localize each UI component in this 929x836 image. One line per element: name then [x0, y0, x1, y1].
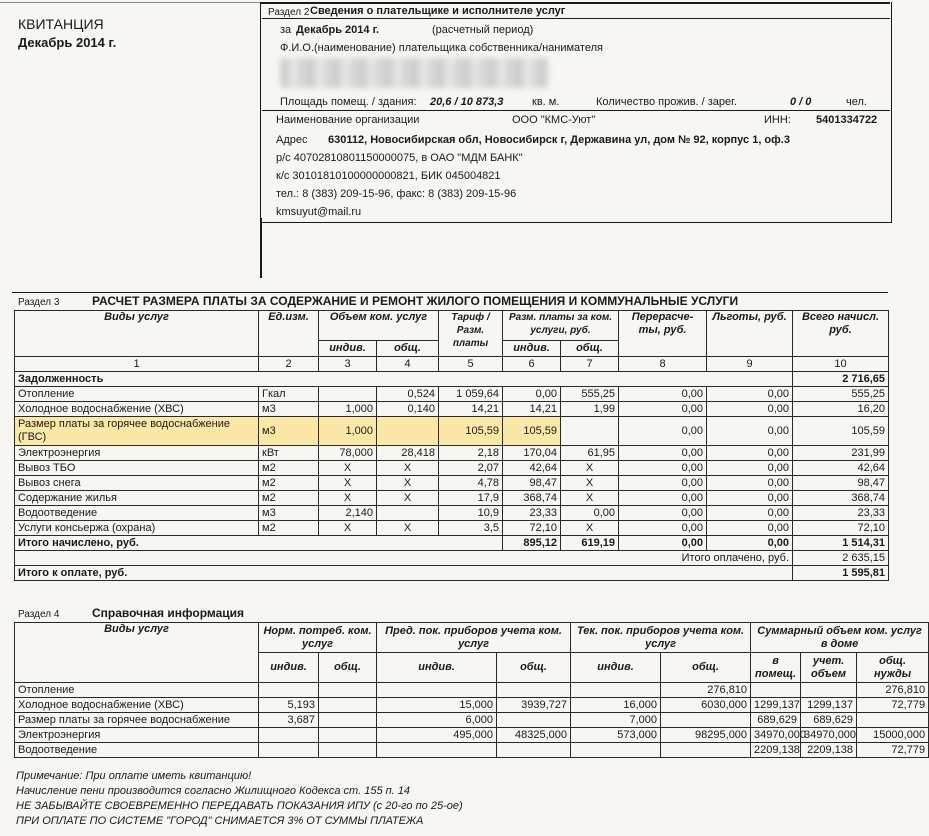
- ref-s-common: 72,779: [857, 743, 929, 758]
- charge-pay-i: 14,21: [503, 402, 561, 417]
- ref-col-summary: Суммарный объем ком. услуг в доме: [751, 623, 929, 653]
- charge-pay-i: 23,33: [503, 506, 561, 521]
- col-unit: Ед.изм.: [259, 311, 319, 357]
- ref-curr-i: 573,000: [571, 728, 661, 743]
- charge-service: Вывоз снега: [15, 476, 259, 491]
- ref-sum-common: общ. нужды: [857, 653, 929, 683]
- charge-vol-i: X: [319, 521, 377, 536]
- charge-total: 231,99: [793, 446, 889, 461]
- email: kmsuyut@mail.ru: [276, 206, 362, 218]
- charge-recalc: 0,00: [619, 387, 707, 402]
- charge-pay-c: 61,95: [561, 446, 619, 461]
- charge-service: Размер платы за горячее водоснабжение (ГВС): [15, 417, 259, 446]
- ref-prev-i: 6,000: [377, 713, 497, 728]
- debt-label: Задолженность: [15, 372, 793, 387]
- charge-benefit: 0,00: [707, 446, 793, 461]
- section3-label: Раздел 3: [18, 297, 60, 308]
- ref-s-common: 276,810: [857, 683, 929, 698]
- charge-vol-c: [377, 417, 439, 446]
- charge-row: [15, 491, 889, 506]
- ref-s-common: [857, 713, 929, 728]
- charge-recalc: 0,00: [619, 461, 707, 476]
- ref-s-meter: 2209,138: [801, 743, 857, 758]
- reference-table: [14, 622, 929, 758]
- charge-pay-i: 42,64: [503, 461, 561, 476]
- ref-curr-c: [661, 713, 751, 728]
- charge-tariff: 2,18: [439, 446, 503, 461]
- ref-s-room: 34970,000: [751, 728, 801, 743]
- bank-account: р/с 40702810801150000075, в ОАО "МДМ БАНК": [276, 152, 523, 164]
- charge-unit: Гкал: [259, 387, 319, 402]
- ref-prev-indiv: индив.: [377, 653, 497, 683]
- total-label: Итого начислено, руб.: [15, 536, 503, 551]
- inn-value: 5401334722: [816, 114, 878, 126]
- ref-s-room: [751, 683, 801, 698]
- charge-recalc: 0,00: [619, 446, 707, 461]
- paid-label: Итого оплачено, руб.: [15, 551, 793, 566]
- charge-unit: м2: [259, 476, 319, 491]
- charge-vol-c: X: [377, 476, 439, 491]
- ref-s-common: 15000,000: [857, 728, 929, 743]
- charge-pay-i: 98,47: [503, 476, 561, 491]
- col-number: 9: [707, 357, 793, 372]
- area-label: Площадь помещ. / здания:: [280, 96, 417, 108]
- ref-curr-c: 98295,000: [661, 728, 751, 743]
- charge-benefit: 0,00: [707, 506, 793, 521]
- charge-benefit: 0,00: [707, 461, 793, 476]
- residents-unit: чел.: [846, 96, 867, 108]
- ref-col-service: Виды услуг: [15, 623, 259, 683]
- charge-vol-i: 2,140: [319, 506, 377, 521]
- ref-s-room: 689,629: [751, 713, 801, 728]
- org-value: ООО "КМС-Уют": [512, 114, 596, 126]
- charge-vol-c: X: [377, 521, 439, 536]
- total-value: 1 514,31: [793, 536, 889, 551]
- ref-curr-i: 7,000: [571, 713, 661, 728]
- total-recalc: 0,00: [619, 536, 707, 551]
- charge-row: [15, 387, 889, 402]
- ref-norm-i: [259, 683, 319, 698]
- reference-row: [15, 743, 929, 758]
- due-value: 1 595,81: [793, 566, 889, 581]
- charge-benefit: 0,00: [707, 476, 793, 491]
- col-number: 4: [377, 357, 439, 372]
- charge-benefit: 0,00: [707, 417, 793, 446]
- col-total: Всего начисл. руб.: [793, 311, 889, 357]
- col-service: Виды услуг: [15, 311, 259, 357]
- col-number: 1: [15, 357, 259, 372]
- charges-table: [14, 310, 889, 581]
- col-volume: Объем ком. услуг: [319, 311, 439, 341]
- charge-vol-c: 0,140: [377, 402, 439, 417]
- total-pay-common: 619,19: [561, 536, 619, 551]
- area-unit: кв. м.: [532, 96, 560, 108]
- charge-tariff: 17,9: [439, 491, 503, 506]
- ref-s-meter: 689,629: [801, 713, 857, 728]
- charge-vol-i: X: [319, 491, 377, 506]
- ref-curr-indiv: индив.: [571, 653, 661, 683]
- charge-pay-c: X: [561, 461, 619, 476]
- ref-norm-i: [259, 743, 319, 758]
- charge-vol-c: 28,418: [377, 446, 439, 461]
- ref-prev-i: [377, 743, 497, 758]
- charge-service: Водоотведение: [15, 506, 259, 521]
- receipt-title: КВИТАНЦИЯ: [18, 16, 104, 32]
- charge-tariff: 105,59: [439, 417, 503, 446]
- ref-norm-common: общ.: [319, 653, 377, 683]
- charge-pay-c: X: [561, 476, 619, 491]
- charge-row: [15, 506, 889, 521]
- section4-title: Справочная информация: [92, 606, 245, 620]
- ref-prev-c: [497, 713, 571, 728]
- charge-pay-c: X: [561, 521, 619, 536]
- ref-norm-c: [319, 698, 377, 713]
- period-note: (расчетный период): [432, 24, 534, 36]
- ref-s-meter: [801, 683, 857, 698]
- ref-curr-c: 276,810: [661, 683, 751, 698]
- reference-row: [15, 698, 929, 713]
- col-number: 5: [439, 357, 503, 372]
- charge-total: 72,10: [793, 521, 889, 536]
- charge-tariff: 14,21: [439, 402, 503, 417]
- ref-service: Водоотведение: [15, 743, 259, 758]
- col-number: 7: [561, 357, 619, 372]
- charge-total: 555,25: [793, 387, 889, 402]
- note-3: НЕ ЗАБЫВАЙТЕ СВОЕВРЕМЕННО ПЕРЕДАВАТЬ ПОКАЗАНИЯ ИПУ (с 20-го по 25-ое): [16, 800, 463, 812]
- charge-service: Содержание жилья: [15, 491, 259, 506]
- address-value: 630112, Новосибирская обл, Новосибирск г, Державина ул, дом № 92, корпус 1, оф.3: [328, 134, 790, 146]
- charge-tariff: 3,5: [439, 521, 503, 536]
- ref-prev-c: [497, 683, 571, 698]
- charge-vol-i: 1,000: [319, 417, 377, 446]
- charge-row: [15, 461, 889, 476]
- charge-pay-c: X: [561, 491, 619, 506]
- col-benefits: Льготы, руб.: [707, 311, 793, 357]
- charge-service: Отопление: [15, 387, 259, 402]
- charge-row: [15, 417, 889, 446]
- period-prefix: за: [280, 24, 292, 36]
- ref-prev-i: 15,000: [377, 698, 497, 713]
- ref-s-room: 1299,137: [751, 698, 801, 713]
- ref-s-room: 2209,138: [751, 743, 801, 758]
- ref-prev-c: 48325,000: [497, 728, 571, 743]
- ref-curr-i: [571, 683, 661, 698]
- charge-pay-c: 555,25: [561, 387, 619, 402]
- address-label: Адрес: [276, 134, 308, 146]
- ref-sum-metered: учет. объем: [801, 653, 857, 683]
- charge-tariff: 4,78: [439, 476, 503, 491]
- debt-value: 2 716,65: [793, 372, 889, 387]
- ref-norm-indiv: индив.: [259, 653, 319, 683]
- ref-col-prev: Пред. пок. приборов учета ком. услуг: [377, 623, 571, 653]
- charge-recalc: 0,00: [619, 521, 707, 536]
- charge-unit: м3: [259, 417, 319, 446]
- ref-norm-c: [319, 728, 377, 743]
- charge-pay-i: 368,74: [503, 491, 561, 506]
- section3-title: РАСЧЕТ РАЗМЕРА ПЛАТЫ ЗА СОДЕРЖАНИЕ И РЕМОНТ ЖИЛОГО ПОМЕЩЕНИЯ И КОММУНАЛЬНЫЕ УСЛУГИ: [92, 294, 739, 308]
- receipt-period: Декабрь 2014 г.: [18, 35, 117, 50]
- col-payment-common: общ.: [561, 341, 619, 357]
- ref-curr-i: [571, 743, 661, 758]
- section2-title: Сведения о плательщике и исполнителе услуг: [310, 5, 566, 17]
- charge-recalc: 0,00: [619, 417, 707, 446]
- org-label: Наименование организации: [276, 114, 420, 126]
- charge-total: 42,64: [793, 461, 889, 476]
- phone: тел.: 8 (383) 209-15-96, факс: 8 (383) 209-15-96: [276, 188, 517, 200]
- ref-curr-c: [661, 743, 751, 758]
- charge-benefit: 0,00: [707, 521, 793, 536]
- col-number: 6: [503, 357, 561, 372]
- charge-unit: м2: [259, 491, 319, 506]
- col-recalc: Перерасче-ты, руб.: [619, 311, 707, 357]
- charge-vol-c: X: [377, 491, 439, 506]
- ref-norm-c: [319, 713, 377, 728]
- note-1: Примечание: При оплате иметь квитанцию!: [16, 770, 252, 782]
- charge-total: 16,20: [793, 402, 889, 417]
- charge-unit: кВт: [259, 446, 319, 461]
- charge-pay-i: 105,59: [503, 417, 561, 446]
- col-number: 3: [319, 357, 377, 372]
- charge-tariff: 10,9: [439, 506, 503, 521]
- charge-vol-c: 0,524: [377, 387, 439, 402]
- charge-vol-i: X: [319, 461, 377, 476]
- col-payment: Разм. платы за ком. услуги, руб.: [503, 311, 619, 341]
- charge-row: [15, 402, 889, 417]
- col-payment-indiv: индив.: [503, 341, 561, 357]
- ref-sum-room: в помещ.: [751, 653, 801, 683]
- charge-tariff: 2,07: [439, 461, 503, 476]
- ref-col-norm: Норм. потреб. ком. услуг: [259, 623, 377, 653]
- charge-recalc: 0,00: [619, 491, 707, 506]
- total-benefit: 0,00: [707, 536, 793, 551]
- col-number: 8: [619, 357, 707, 372]
- corr-account: к/с 30101810100000000821, БИК 045004821: [276, 170, 501, 182]
- col-number: 2: [259, 357, 319, 372]
- charge-vol-c: X: [377, 461, 439, 476]
- charge-total: 23,33: [793, 506, 889, 521]
- charge-row: [15, 476, 889, 491]
- ref-norm-c: [319, 743, 377, 758]
- ref-service: Холодное водоснабжение (ХВС): [15, 698, 259, 713]
- charge-pay-i: 0,00: [503, 387, 561, 402]
- charge-benefit: 0,00: [707, 387, 793, 402]
- ref-col-curr: Тек. пок. приборов учета ком. услуг: [571, 623, 751, 653]
- ref-prev-c: [497, 743, 571, 758]
- fio-label: Ф.И.О.(наименование) плательщика собственника/нанимателя: [280, 42, 603, 54]
- ref-prev-i: [377, 683, 497, 698]
- charge-unit: м3: [259, 402, 319, 417]
- ref-prev-common: общ.: [497, 653, 571, 683]
- charge-pay-i: 170,04: [503, 446, 561, 461]
- residents-label: Количество прожив. / зарег.: [596, 96, 737, 108]
- col-volume-common: общ.: [377, 341, 439, 357]
- reference-row: [15, 713, 929, 728]
- charge-pay-c: 0,00: [561, 506, 619, 521]
- area-value: 20,6 / 10 873,3: [430, 96, 504, 108]
- ref-curr-i: 16,000: [571, 698, 661, 713]
- charge-vol-c: [377, 506, 439, 521]
- charge-total: 98,47: [793, 476, 889, 491]
- ref-service: Электроэнергия: [15, 728, 259, 743]
- charge-unit: м2: [259, 461, 319, 476]
- col-volume-indiv: индив.: [319, 341, 377, 357]
- charge-unit: м3: [259, 506, 319, 521]
- note-2: Начисление пени производится согласно Жилищного Кодекса ст. 155 п. 14: [16, 785, 411, 797]
- charge-pay-i: 72,10: [503, 521, 561, 536]
- reference-row: [15, 728, 929, 743]
- ref-curr-common: общ.: [661, 653, 751, 683]
- inn-label: ИНН:: [764, 114, 791, 126]
- charge-service: Вывоз ТБО: [15, 461, 259, 476]
- section2-label: Раздел 2: [268, 7, 310, 18]
- period-value: Декабрь 2014 г.: [296, 24, 380, 36]
- residents-value: 0 / 0: [790, 96, 812, 108]
- charge-service: Холодное водоснабжение (ХВС): [15, 402, 259, 417]
- note-4: ПРИ ОПЛАТЕ ПО СИСТЕМЕ "ГОРОД" СНИМАЕТСЯ 3% ОТ СУММЫ ПЛАТЕЖА: [16, 815, 424, 827]
- total-pay-indiv: 895,12: [503, 536, 561, 551]
- ref-prev-c: 3939,727: [497, 698, 571, 713]
- ref-s-meter: 1299,137: [801, 698, 857, 713]
- charge-benefit: 0,00: [707, 491, 793, 506]
- charge-row: [15, 521, 889, 536]
- charge-benefit: 0,00: [707, 402, 793, 417]
- col-number: 10: [793, 357, 889, 372]
- paid-value: 2 635,15: [793, 551, 889, 566]
- ref-s-common: 72,779: [857, 698, 929, 713]
- ref-norm-i: [259, 728, 319, 743]
- ref-norm-c: [319, 683, 377, 698]
- charge-row: [15, 446, 889, 461]
- col-tariff: Тариф / Разм. платы: [439, 311, 503, 357]
- charge-total: 105,59: [793, 417, 889, 446]
- ref-norm-i: 5,193: [259, 698, 319, 713]
- charge-recalc: 0,00: [619, 476, 707, 491]
- charge-total: 368,74: [793, 491, 889, 506]
- ref-service: Размер платы за горячее водоснабжение: [15, 713, 259, 728]
- charge-pay-c: 1,99: [561, 402, 619, 417]
- charge-unit: м2: [259, 521, 319, 536]
- charge-vol-i: 78,000: [319, 446, 377, 461]
- charge-tariff: 1 059,64: [439, 387, 503, 402]
- charge-service: Услуги консьержа (охрана): [15, 521, 259, 536]
- charge-vol-i: 1,000: [319, 402, 377, 417]
- charge-service: Электроэнергия: [15, 446, 259, 461]
- ref-prev-i: 495,000: [377, 728, 497, 743]
- charge-pay-c: [561, 417, 619, 446]
- ref-curr-c: 6030,000: [661, 698, 751, 713]
- charge-vol-i: [319, 387, 377, 402]
- ref-norm-i: 3,687: [259, 713, 319, 728]
- ref-service: Отопление: [15, 683, 259, 698]
- section4-label: Раздел 4: [18, 609, 60, 620]
- redacted-name: [280, 58, 548, 88]
- due-label: Итого к оплате, руб.: [15, 566, 793, 581]
- charge-recalc: 0,00: [619, 402, 707, 417]
- charge-recalc: 0,00: [619, 506, 707, 521]
- charge-vol-i: X: [319, 476, 377, 491]
- ref-s-meter: 34970,000: [801, 728, 857, 743]
- reference-row: [15, 683, 929, 698]
